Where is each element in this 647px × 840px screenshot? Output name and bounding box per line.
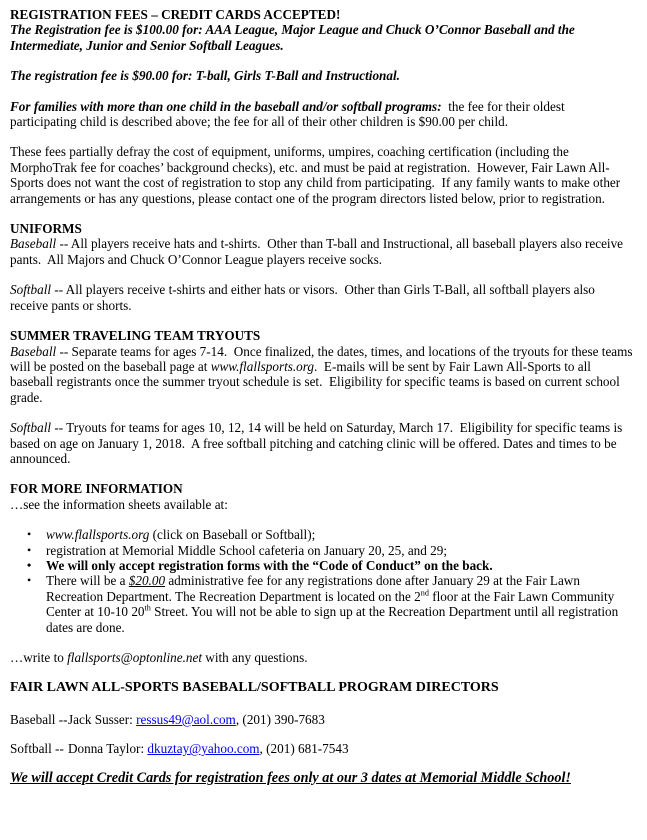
bullet-admin-fee-pre: There will be a xyxy=(46,573,129,589)
bullet-admin-fee-mid2: floor at the Fair Lawn Community Center at 10-10 20 xyxy=(46,588,618,620)
family-fee-lead: For families with more than one child in the baseball and/or softball programs: xyxy=(10,98,442,114)
tryouts-heading: SUMMER TRAVELING TEAM TRYOUTS xyxy=(10,328,261,344)
directors-heading: FAIR LAWN ALL-SPORTS BASEBALL/SOFTBALL PROGRAM DIRECTORS xyxy=(10,680,499,696)
director-row-softball xyxy=(10,741,633,756)
bullet-code-of-conduct xyxy=(10,558,633,573)
write-to-pre: …write to xyxy=(10,650,68,665)
page-title: REGISTRATION FEES – CREDIT CARDS ACCEPTED! xyxy=(10,7,341,22)
uniforms-heading: UNIFORMS xyxy=(10,221,82,237)
uniforms-baseball-text: -- All players receive hats and t-shirts. Other than T-ball and Instructional, all baseball players also receive pants. All Majors and Chuck O’Connor League players receive socks. xyxy=(10,236,627,267)
fee-90-paragraph: The registration fee is $90.00 for: T-ball, Girls T-Ball and Instructional. xyxy=(10,68,400,84)
director-softball-email-link[interactable]: dkuztay@yahoo.com xyxy=(147,741,260,757)
ordinal-superscript: nd xyxy=(420,588,429,598)
more-info-bullet-list xyxy=(10,527,633,635)
bullet-admin-fee xyxy=(10,573,633,635)
see-info-line: …see the information sheets available at: xyxy=(10,496,228,512)
tryouts-website-text: www.flallsports.org xyxy=(210,358,315,374)
tryouts-softball-label: Softball xyxy=(10,420,52,436)
bullet-registration-dates xyxy=(10,543,633,558)
fee-100-paragraph: The Registration fee is $100.00 for: AAA League, Major League and Chuck O’Connor Baseball and the Intermediate, Junior and Senior Softball Leagues. xyxy=(10,22,579,53)
credit-cards-footer-notice: We will accept Credit Cards for registration fees only at our 3 dates at Memorial Middle School! xyxy=(10,769,571,786)
director-softball-name: Donna Taylor: xyxy=(68,741,148,757)
director-baseball-name: Jack Susser: xyxy=(68,711,137,727)
director-softball-phone: , (201) 681-7543 xyxy=(259,741,349,757)
tryouts-baseball-pre: -- Separate teams for ages 7-14. Once finalized, the dates, times, and locations of the tryouts for these teams will be posted on the baseball page at xyxy=(10,343,636,374)
director-baseball-email-link[interactable]: ressus49@aol.com xyxy=(136,711,236,727)
tryouts-baseball-paragraph xyxy=(10,343,636,406)
tryouts-softball-paragraph xyxy=(10,420,633,466)
bullet-code-of-conduct-text: We will only accept registration forms with the “Code of Conduct” on the back. xyxy=(46,557,493,573)
bullet-registration-text: registration at Memorial Middle School cafeteria on January 20, 25, and 29; xyxy=(46,542,448,558)
bullet-icon: • xyxy=(27,573,32,588)
tryouts-baseball-label: Baseball xyxy=(10,343,57,359)
write-to-post: with any questions. xyxy=(202,650,308,665)
uniforms-softball-text: -- All players receive t-shirts and either hats or visors. Other than Girls T-Ball, all softball players also receive pants or shorts. xyxy=(10,282,599,313)
director-row-baseball xyxy=(10,712,633,727)
bullet-admin-fee-mid1: administrative fee for any registrations done after January 29 at the Fair Lawn Recreation Department. The Recreation Department is located on the 2 xyxy=(46,573,584,604)
bullet-website-rest: (click on Baseball or Softball); xyxy=(149,527,316,543)
ordinal-superscript: th xyxy=(144,603,151,613)
bullet-website xyxy=(10,527,633,542)
uniforms-softball-label: Softball xyxy=(10,282,52,298)
bullet-icon: • xyxy=(27,527,32,542)
bullet-icon: • xyxy=(27,542,32,557)
bullet-website-text: www.flallsports.org xyxy=(46,527,150,543)
director-baseball-label: Baseball -- xyxy=(10,711,68,727)
family-fee-paragraph xyxy=(10,99,633,130)
uniforms-baseball-label: Baseball xyxy=(10,236,57,252)
more-info-heading: FOR MORE INFORMATION xyxy=(10,481,183,497)
write-to-line xyxy=(10,650,633,665)
fees-defray-paragraph: These fees partially defray the cost of equipment, uniforms, umpires, coaching certification (including the MorphoTrak fee for coaches’ background checks), etc. and must be paid at registration. However, Fair Lawn All-Sports does not want the cost of registration to stop any child from participating. If any family wants to make other arrangements or has any questions, please contact one of the program directors listed below, prior to registration. xyxy=(10,144,624,206)
director-softball-label: Softball -- xyxy=(10,741,64,757)
contact-email-text: flallsports@optonline.net xyxy=(67,650,202,665)
tryouts-baseball-post: . E-mails will be sent by Fair Lawn All-Sports to all baseball registrants once the summer tryout schedule is set. Eligibility for specific teams is based on current school grade. xyxy=(10,358,624,405)
uniforms-softball-paragraph xyxy=(10,282,633,313)
bullet-icon: • xyxy=(27,557,32,572)
uniforms-baseball-paragraph xyxy=(10,236,633,267)
director-baseball-phone: , (201) 390-7683 xyxy=(235,711,325,727)
tryouts-softball-text: -- Tryouts for teams for ages 10, 12, 14 will be held on Saturday, March 17. Eligibility for specific teams is based on age on January 1, 2018. A free softball pitching and catching clinic will be offered. Dates and times to be announced. xyxy=(10,420,626,466)
bullet-admin-fee-post: Street. You will not be able to sign up at the Recreation Department until all registration dates are done. xyxy=(46,604,622,635)
family-fee-rest: the fee for their oldest participating child is described above; the fee for all of their other children is $90.00 per child. xyxy=(10,98,568,130)
admin-fee-amount: $20.00 xyxy=(128,573,166,589)
